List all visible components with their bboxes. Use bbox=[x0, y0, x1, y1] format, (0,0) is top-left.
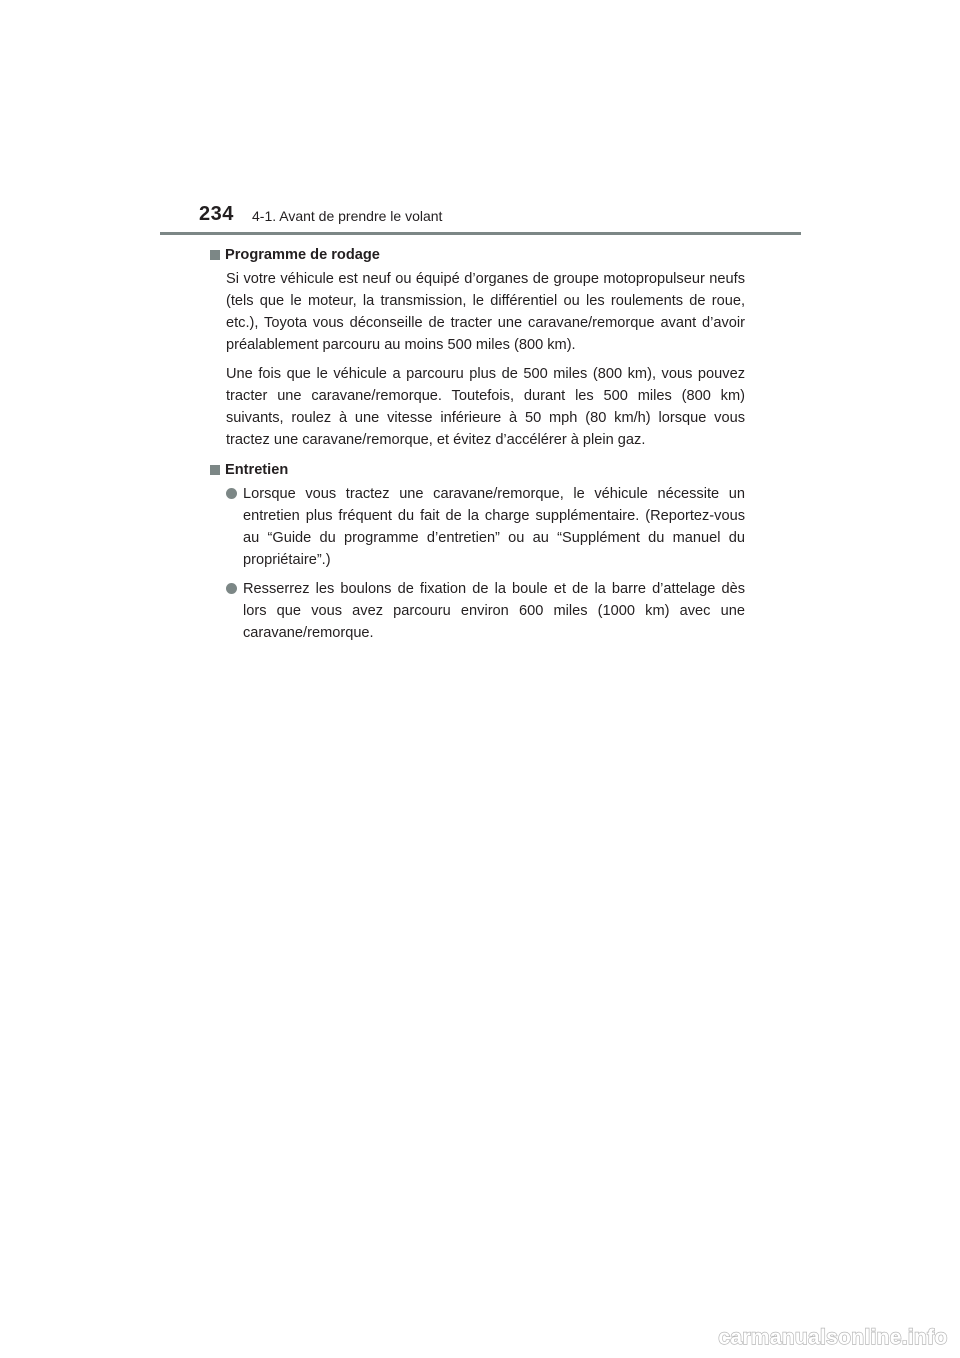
svg-text:carmanualsonline.info: carmanualsonline.info bbox=[718, 1326, 948, 1349]
section-maintenance bbox=[208, 459, 745, 644]
section-heading-text: Programme de rodage bbox=[225, 247, 380, 263]
square-bullet-icon bbox=[210, 250, 220, 260]
square-bullet-icon bbox=[210, 465, 220, 475]
section-heading-text: Entretien bbox=[225, 462, 289, 478]
circle-bullet-icon bbox=[226, 583, 237, 594]
list-item-text: Lorsque vous tractez une caravane/remorque, le véhicule nécessite un entretien plus fréquent du fait de la charge supplémentaire. (Reportez-vous au “Guide du programme d’entretien” ou au “Supplément du manuel du propriétaire”.) bbox=[243, 486, 745, 568]
section-break-in bbox=[208, 244, 745, 451]
circle-bullet-icon bbox=[226, 488, 237, 499]
header-divider bbox=[160, 232, 801, 235]
page-content bbox=[208, 244, 745, 652]
page-number: 234 bbox=[199, 203, 234, 225]
section-title: 4-1. Avant de prendre le volant bbox=[252, 208, 443, 224]
list-item bbox=[226, 578, 745, 644]
paragraph: Une fois que le véhicule a parcouru plus de 500 miles (800 km), vous pouvez tracter une caravane/remorque. Toutefois, durant les 500 miles (800 km) suivants, roulez à une vitesse inférieure à 50 mph (80 km/h) lorsque vous tractez une caravane/remorque, et évitez d’accélérer à plein gaz. bbox=[226, 366, 745, 448]
section-heading bbox=[208, 459, 745, 481]
watermark-logo bbox=[714, 1322, 952, 1352]
section-heading bbox=[208, 244, 745, 266]
paragraph: Si votre véhicule est neuf ou équipé d’organes de groupe motopropulseur neufs (tels que le moteur, la transmission, le différentiel ou les roulements de roue, etc.), Toyota vous déconseille de tracter une caravane/remorque avant d’avoir préalablement parcouru au moins 500 miles (800 km). bbox=[226, 271, 745, 353]
page-header bbox=[0, 0, 960, 240]
list-item bbox=[226, 483, 745, 571]
list-item-text: Resserrez les boulons de fixation de la boule et de la barre d’attelage dès lors que vous avez parcouru environ 600 miles (1000 km) avec une caravane/remorque. bbox=[243, 581, 745, 641]
